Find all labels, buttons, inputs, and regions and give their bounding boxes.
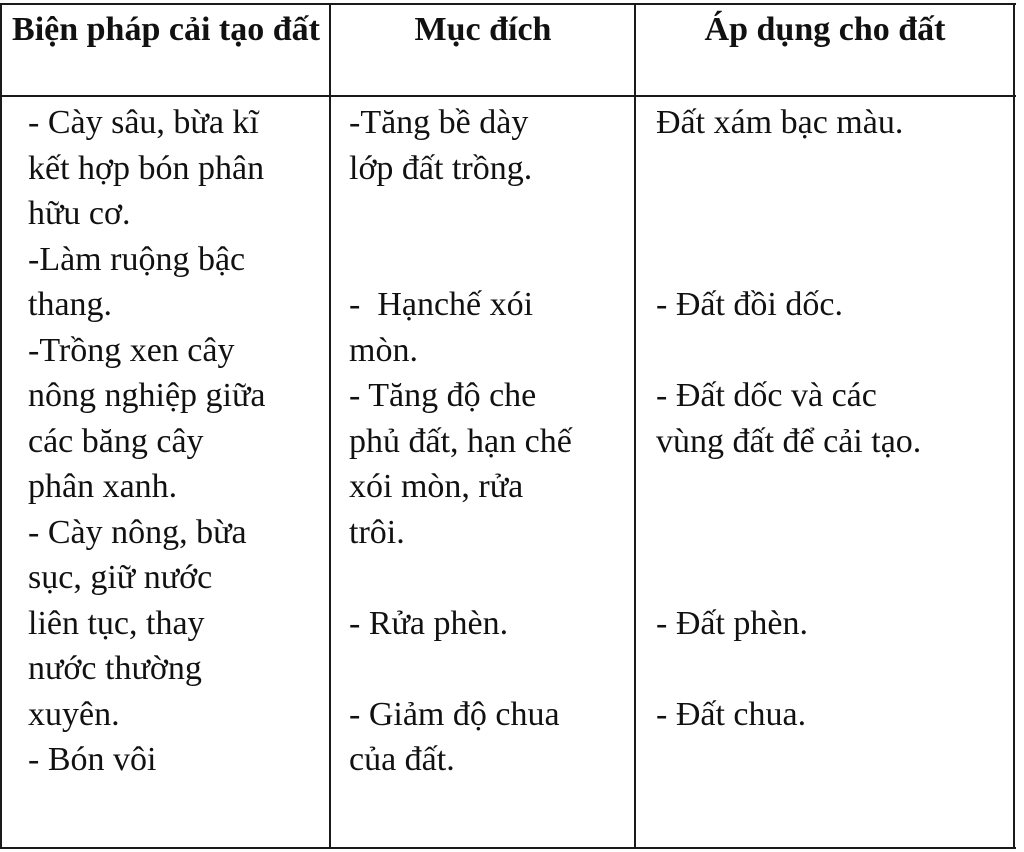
- cell-line: [656, 191, 921, 237]
- cell-line: [656, 146, 921, 192]
- cell-line: - Cày nông, bừa: [28, 513, 247, 551]
- cell-line: - Đất phèn.: [656, 604, 809, 642]
- cell-line: nông nghiệp giữa: [28, 377, 266, 414]
- cell-line: - Đất dốc và các: [656, 377, 877, 414]
- table-border-left: [0, 3, 2, 849]
- cell-line: trôi.: [349, 513, 405, 551]
- table-border-top: [0, 3, 1016, 5]
- column-divider-1: [329, 3, 331, 849]
- cell-ap-dung: [656, 100, 921, 783]
- cell-line: xói mòn, rửa: [349, 468, 524, 505]
- table-border-right: [1013, 3, 1015, 849]
- cell-line: [656, 555, 921, 601]
- cell-line: hữu cơ.: [28, 195, 131, 232]
- cell-line: - Hạnchế xói: [349, 286, 534, 323]
- cell-line: - Đất chua.: [656, 695, 807, 733]
- cell-line: các băng cây: [28, 422, 204, 460]
- cell-line: [656, 464, 921, 510]
- cell-line: sục, giữ nước: [28, 559, 213, 596]
- header-muc-dich: Mục đích: [414, 11, 552, 48]
- cell-line: phủ đất, hạn chế: [349, 422, 572, 460]
- header-ap-dung: Áp dụng cho đất: [704, 11, 946, 48]
- cell-line: lớp đất trồng.: [349, 149, 533, 187]
- cell-line: [349, 555, 572, 601]
- column-divider-2: [634, 3, 636, 849]
- cell-line: - Cày sâu, bừa kĩ: [28, 104, 259, 141]
- cell-line: [656, 737, 921, 783]
- header-divider: [0, 95, 1016, 97]
- header-bien-phap: Biện pháp cải tạo đất: [12, 11, 320, 48]
- cell-line: vùng đất để cải tạo.: [656, 422, 922, 460]
- cell-line: phân xanh.: [28, 468, 178, 505]
- cell-muc-dich: [349, 100, 572, 783]
- cell-line: [656, 510, 921, 556]
- cell-line: [349, 237, 572, 283]
- cell-line: nước thường: [28, 650, 202, 687]
- cell-line: kết hợp bón phân: [28, 149, 265, 187]
- cell-line: -Trồng xen cây: [28, 331, 235, 369]
- cell-line: -Tăng bề dày: [349, 104, 529, 141]
- cell-line: của đất.: [349, 741, 455, 778]
- table-border-bottom: [0, 847, 1016, 849]
- cell-line: [656, 237, 921, 283]
- cell-line: xuyên.: [28, 695, 120, 733]
- cell-line: -Làm ruộng bậc: [28, 240, 246, 278]
- cell-line: - Bón vôi: [28, 741, 157, 778]
- cell-line: - Tăng độ che: [349, 377, 537, 414]
- cell-line: [656, 646, 921, 692]
- cell-bien-phap: [28, 100, 266, 783]
- cell-line: - Rửa phèn.: [349, 604, 509, 642]
- cell-line: thang.: [28, 286, 113, 323]
- cell-line: [349, 191, 572, 237]
- cell-line: - Giảm độ chua: [349, 695, 560, 733]
- cell-line: mòn.: [349, 331, 418, 369]
- cell-line: Đất xám bạc màu.: [656, 104, 904, 141]
- cell-line: liên tục, thay: [28, 604, 205, 642]
- cell-line: [656, 328, 921, 374]
- cell-line: [349, 646, 572, 692]
- cell-line: - Đất đồi dốc.: [656, 286, 843, 323]
